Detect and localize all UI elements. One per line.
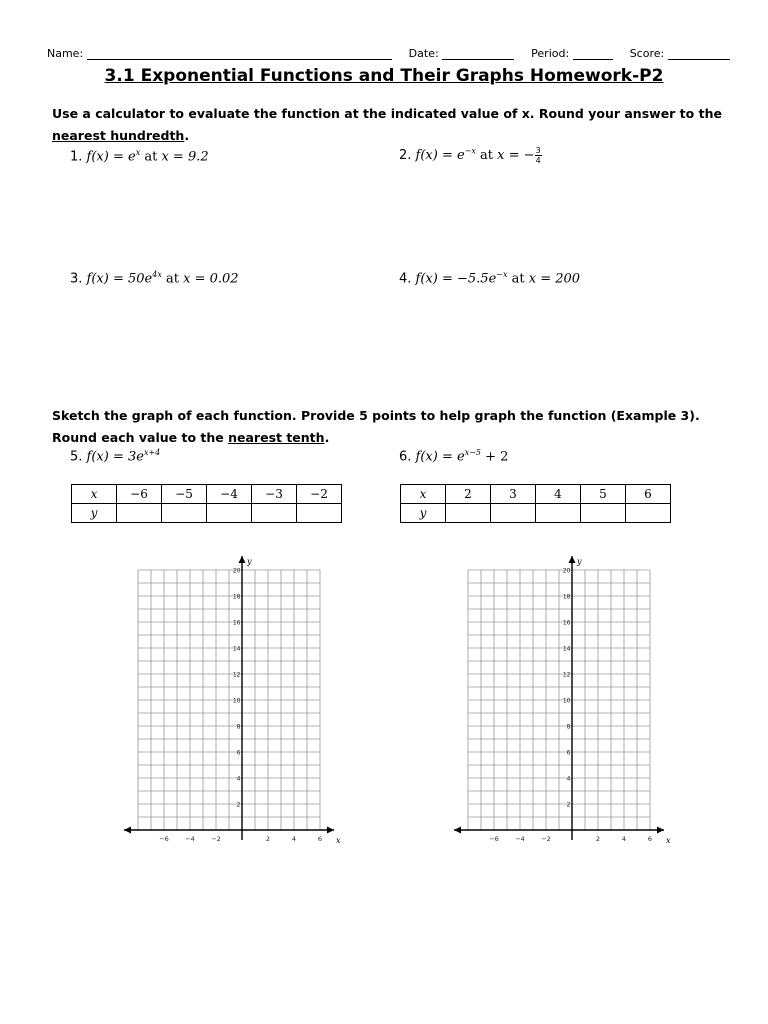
y-tick-label: 18: [562, 593, 571, 601]
y-tick-label: 4: [236, 775, 241, 783]
x-tick-label: 4: [291, 835, 297, 843]
x-cell: −3: [252, 485, 297, 504]
x-cell: −6: [117, 485, 162, 504]
x-tick-label: −4: [185, 835, 195, 843]
y-axis-arrow: [569, 556, 576, 563]
problem-x-value: x = 200: [528, 271, 581, 287]
problem-exponent: x−5: [464, 448, 482, 457]
x-axis-arrow-right: [657, 827, 664, 834]
problem-at: at: [140, 149, 162, 165]
x-cell: −5: [162, 485, 207, 504]
y-answer-cell[interactable]: [252, 504, 297, 523]
score-field[interactable]: [668, 48, 730, 60]
problem-exponent: −x: [464, 146, 476, 156]
y-tick-label: 14: [232, 645, 241, 653]
y-axis-arrow: [239, 556, 246, 563]
x-header: x: [401, 485, 446, 504]
x-cell: −2: [297, 485, 342, 504]
y-tick-label: 16: [232, 619, 241, 627]
y-tick-label: 16: [562, 619, 571, 627]
problem-base: e: [144, 271, 153, 287]
y-tick-label: 20: [232, 567, 241, 575]
problem-base: e: [457, 148, 465, 163]
x-tick-label: −6: [159, 835, 169, 843]
table-row-y: [72, 504, 342, 523]
period-field[interactable]: [573, 48, 613, 60]
problem-base: e: [136, 449, 144, 465]
problem-x-value: x = 0.02: [183, 271, 239, 287]
y-axis-label: y: [247, 557, 252, 566]
x-axis-arrow-left: [454, 827, 461, 834]
section1-instructions: [52, 103, 722, 147]
section2-instruction-period: .: [324, 430, 330, 445]
name-label: Name:: [47, 47, 84, 60]
section2-instruction-line1: Sketch the graph of each function. Provide 5 points to help graph the function (Example 3).: [52, 408, 700, 423]
y-answer-cell[interactable]: [581, 504, 626, 523]
problem-6: [399, 448, 508, 464]
problem-function: f(x) = 50: [86, 271, 145, 287]
y-tick-label: 6: [566, 749, 571, 757]
problem-exponent: x+4: [143, 448, 161, 457]
xy-table-6: [400, 484, 671, 523]
x-cell: 6: [626, 485, 671, 504]
problem-function: f(x) =: [86, 149, 128, 165]
graph-grid-5[interactable]: [118, 550, 343, 850]
problem-constant: + 2: [481, 449, 509, 465]
x-tick-label: 2: [265, 835, 271, 843]
y-answer-cell[interactable]: [162, 504, 207, 523]
graph-grid-6[interactable]: [448, 550, 673, 850]
y-header: y: [72, 504, 117, 523]
x-header: x: [72, 485, 117, 504]
y-tick-label: 8: [566, 723, 571, 731]
problem-exponent: 4x: [152, 270, 162, 279]
y-answer-cell[interactable]: [536, 504, 581, 523]
problem-at: at: [475, 148, 498, 163]
y-tick-label: 20: [562, 567, 571, 575]
x-axis-label: x: [336, 836, 341, 845]
y-answer-cell[interactable]: [446, 504, 491, 523]
problem-function: f(x) = −5.5: [415, 271, 489, 287]
x-tick-label: −6: [489, 835, 499, 843]
problem-exponent: −x: [496, 270, 508, 279]
x-cell: 2: [446, 485, 491, 504]
x-tick-label: 6: [647, 835, 653, 843]
problem-function: f(x) = 3: [86, 449, 137, 465]
name-field[interactable]: [87, 48, 392, 60]
problem-1: [70, 148, 209, 164]
y-answer-cell[interactable]: [626, 504, 671, 523]
problem-exponent: x: [135, 148, 141, 157]
y-tick-label: 10: [562, 697, 571, 705]
date-field[interactable]: [442, 48, 514, 60]
table-row-x: [401, 485, 671, 504]
y-tick-label: 18: [232, 593, 241, 601]
y-answer-cell[interactable]: [117, 504, 162, 523]
y-tick-label: 12: [232, 671, 241, 679]
x-cell: 5: [581, 485, 626, 504]
section1-instruction-line1: Use a calculator to evaluate the function at the indicated value of x. Round your answer to the: [52, 106, 722, 121]
y-tick-label: 14: [562, 645, 571, 653]
score-label: Score:: [629, 47, 665, 60]
y-header: y: [401, 504, 446, 523]
table-row-y: [401, 504, 671, 523]
y-tick-label: 10: [232, 697, 241, 705]
problem-x-value: x = −: [497, 148, 535, 163]
section2-instructions: [52, 405, 700, 449]
x-tick-label: −2: [211, 835, 221, 843]
table-row-x: [72, 485, 342, 504]
x-tick-label: −2: [541, 835, 551, 843]
problem-2: [399, 146, 542, 165]
problem-4: [399, 270, 580, 286]
fraction-denominator: 4: [535, 156, 541, 165]
problem-at: at: [507, 271, 529, 287]
fraction: [535, 146, 542, 165]
xy-table-5: [71, 484, 342, 523]
x-axis-arrow-right: [327, 827, 334, 834]
date-label: Date:: [408, 47, 439, 60]
header-row: [47, 47, 730, 60]
problem-number: 6.: [399, 449, 412, 465]
x-tick-label: −4: [515, 835, 525, 843]
problem-base: e: [488, 271, 497, 287]
problem-number: 5.: [70, 449, 83, 465]
problem-function: f(x) =: [415, 148, 457, 163]
fraction-numerator: 3: [535, 146, 541, 155]
section2-instruction-start: Round each value to the: [52, 430, 229, 445]
problem-5: [70, 448, 160, 464]
y-tick-label: 2: [236, 801, 241, 809]
y-answer-cell[interactable]: [297, 504, 342, 523]
problem-base: e: [128, 149, 136, 165]
section1-instruction-emphasis: nearest hundredth: [52, 128, 185, 143]
problem-function: f(x) =: [415, 449, 457, 465]
y-tick-label: 4: [566, 775, 571, 783]
x-tick-label: 2: [595, 835, 601, 843]
problem-at: at: [161, 271, 184, 287]
y-tick-label: 8: [236, 723, 241, 731]
section1-instruction-period: .: [184, 128, 190, 143]
problem-number: 1.: [70, 149, 83, 165]
problem-number: 3.: [70, 271, 83, 287]
page-title: 3.1 Exponential Functions and Their Graphs Homework-P2: [104, 66, 664, 86]
y-answer-cell[interactable]: [491, 504, 536, 523]
y-axis-label: y: [577, 557, 582, 566]
problem-x-value: x = 9.2: [161, 149, 209, 165]
problem-number: 4.: [399, 271, 412, 287]
x-cell: −4: [207, 485, 252, 504]
section2-instruction-emphasis: nearest tenth: [228, 430, 325, 445]
x-cell: 3: [491, 485, 536, 504]
y-tick-label: 6: [236, 749, 241, 757]
x-cell: 4: [536, 485, 581, 504]
y-tick-label: 2: [566, 801, 571, 809]
problem-base: e: [457, 449, 465, 465]
y-answer-cell[interactable]: [207, 504, 252, 523]
y-tick-label: 12: [562, 671, 571, 679]
problem-number: 2.: [399, 148, 412, 163]
x-tick-label: 4: [621, 835, 627, 843]
x-axis-label: x: [666, 836, 671, 845]
period-label: Period:: [531, 47, 570, 60]
x-tick-label: 6: [317, 835, 323, 843]
problem-3: [70, 270, 239, 286]
x-axis-arrow-left: [124, 827, 131, 834]
